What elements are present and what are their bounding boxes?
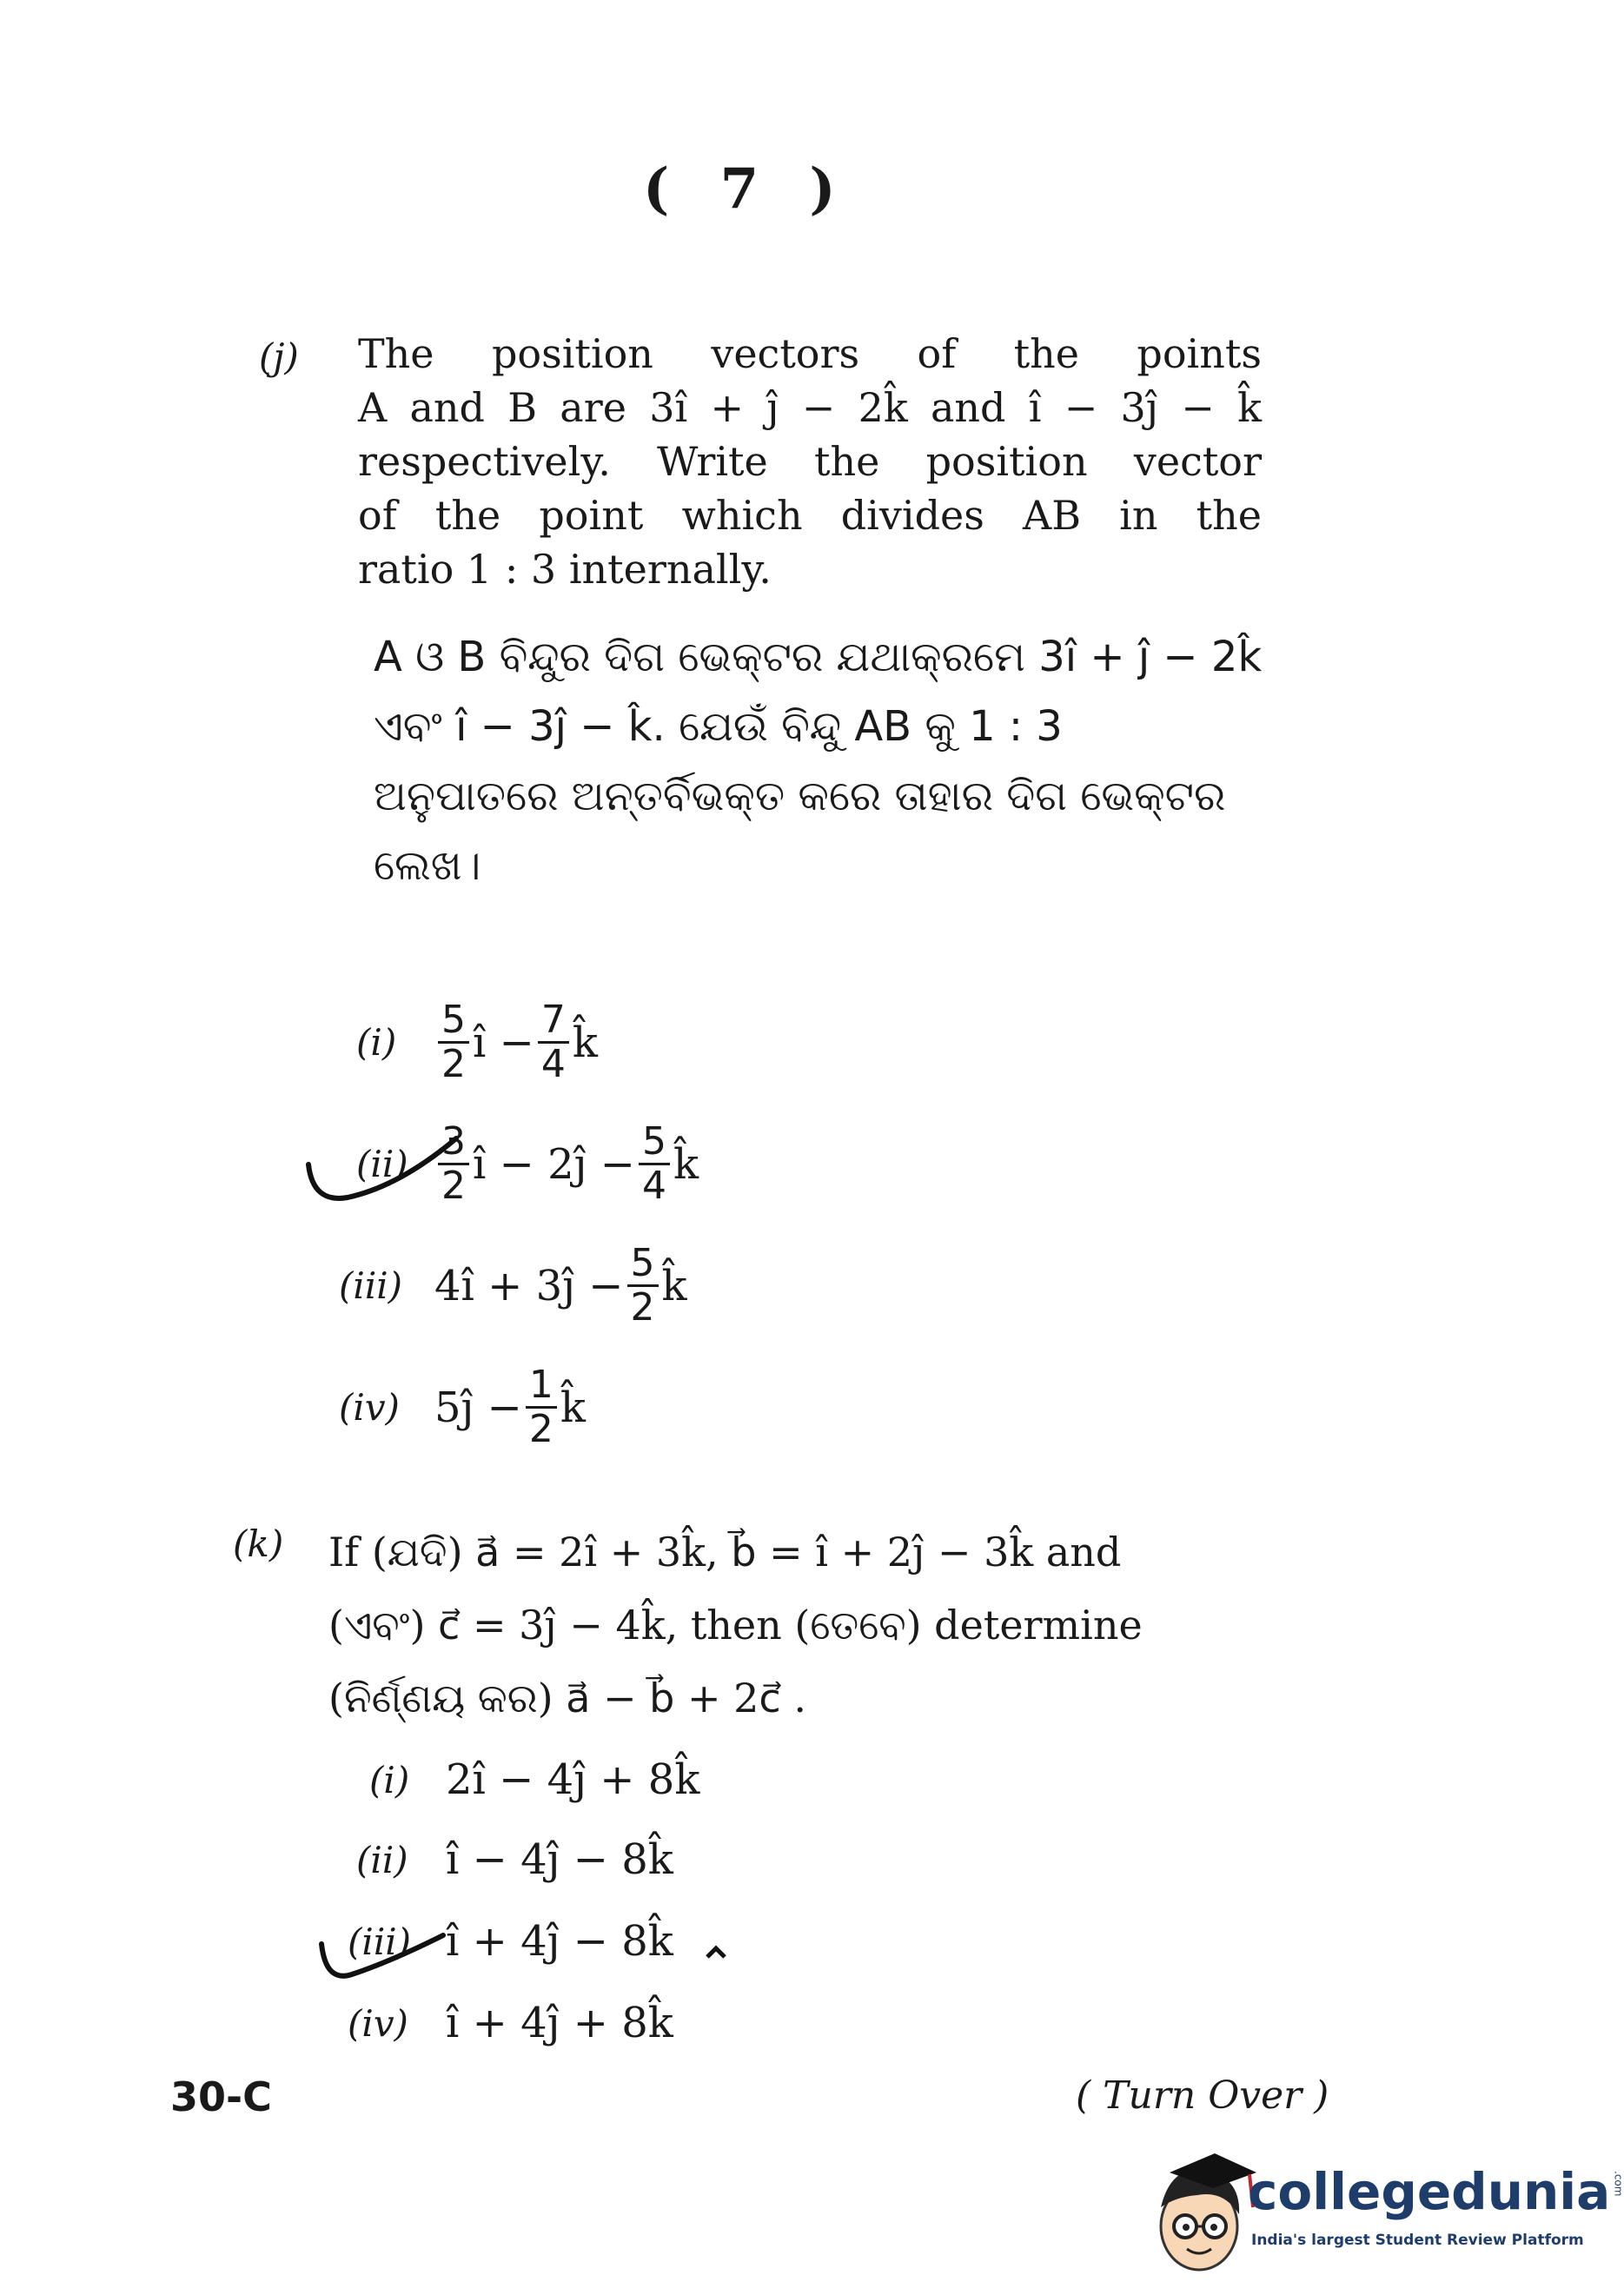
option-label: (ii) — [356, 1838, 408, 1881]
question-j-odia-line: ଲେଖ। — [374, 841, 481, 890]
question-k-option-2 — [356, 1835, 673, 1884]
option-text: k̂ — [661, 1261, 687, 1310]
question-j-english — [358, 327, 1262, 596]
pen-mark-icon — [704, 1945, 730, 1962]
watermark-tagline: India's largest Student Review Platform — [1251, 2232, 1584, 2249]
mascot-logo-icon — [1145, 2146, 1258, 2277]
option-text: î + 4ĵ − 8k̂ — [446, 1917, 673, 1966]
question-k-label: (k) — [233, 1522, 284, 1565]
page-number: ( 7 ) — [643, 156, 852, 222]
option-text: 2î − 4ĵ + 8k̂ — [446, 1755, 700, 1804]
fraction: $\frac{1}{2}$ — [526, 1364, 557, 1450]
question-j-odia-line: ଏବଂ î − 3ĵ − k̂. ଯେଉଁ ବିନ୍ଦୁ AB କୁ 1 : 3 — [374, 702, 1063, 751]
question-k-option-1 — [369, 1755, 699, 1804]
option-label: (i) — [369, 1758, 410, 1801]
fraction: $\frac{7}{4}$ — [538, 999, 569, 1085]
question-j-label: (j) — [259, 335, 299, 378]
watermark-suffix: .com — [1612, 2171, 1624, 2197]
option-text: î − 4ĵ − 8k̂ — [446, 1835, 673, 1884]
question-j-odia — [374, 622, 1269, 900]
question-j-option-3 — [339, 1243, 687, 1329]
fraction: $\frac{5}{2}$ — [438, 999, 469, 1085]
question-k-line: If (ଯଦି) a⃗ = 2î + 3k̂, b⃗ = î + 2ĵ − 3k̂ and — [328, 1529, 1122, 1576]
question-j-line: The position vectors of the points — [358, 330, 1262, 377]
question-j-odia-line: A ଓ B ବିନ୍ଦୁର ଦିଗ ଭେକ୍ଟର ଯଥାକ୍ରମେ 3î + ĵ − 2k̂ — [374, 633, 1263, 681]
watermark-brand: collegedunia — [1248, 2162, 1611, 2221]
option-text: k̂ — [673, 1139, 699, 1189]
paper-code: 30-C — [170, 2073, 272, 2120]
option-text: î − — [473, 1018, 534, 1067]
option-label: (iii) — [339, 1264, 403, 1307]
handwritten-tick-icon — [295, 1121, 469, 1225]
question-j-option-4 — [339, 1364, 586, 1450]
question-j-line: ratio 1 : 3 internally. — [358, 546, 772, 593]
question-j-option-1 — [356, 999, 598, 1085]
handwritten-tick-icon — [313, 1922, 452, 2000]
fraction: $\frac{5}{4}$ — [639, 1121, 670, 1207]
option-label: (ii) — [356, 1143, 408, 1185]
question-k-line: (ନିର୍ଣ୍ଣୟ କର) a⃗ − b⃗ + 2c⃗ . — [328, 1675, 806, 1721]
question-j-line: of the point which divides AB in the — [358, 492, 1262, 539]
question-j-line: A and B are 3î + ĵ − 2k̂ and î − 3ĵ − k̂ — [358, 384, 1262, 431]
option-label: (iv) — [348, 2001, 408, 2045]
option-text: k̂ — [560, 1383, 586, 1432]
option-text: 4î + 3ĵ − — [434, 1261, 624, 1310]
option-text: 5ĵ − — [434, 1383, 522, 1432]
option-text: k̂ — [572, 1018, 598, 1067]
question-j-line: respectively. Write the position vector — [358, 438, 1262, 485]
option-text: î − 2ĵ − — [473, 1139, 635, 1189]
option-label: (iii) — [348, 1920, 412, 1963]
option-text: î + 4ĵ + 8k̂ — [446, 1999, 673, 2047]
turn-over-note: ( Turn Over ) — [1076, 2073, 1329, 2118]
question-k-line: (ଏବଂ) c⃗ = 3ĵ − 4k̂, then (ତେବେ) determine — [328, 1602, 1143, 1648]
watermark — [1145, 2146, 1624, 2277]
fraction: $\frac{3}{2}$ — [438, 1121, 469, 1207]
question-j-odia-line: ଅନୁପାତରେ ଅନ୍ତର୍ବିଭକ୍ତ କରେ ତାହାର ଦିଗ ଭେକ୍ଟର — [374, 772, 1226, 820]
option-label: (iv) — [339, 1386, 400, 1429]
question-k-text — [328, 1516, 1249, 1735]
fraction: $\frac{5}{2}$ — [627, 1243, 659, 1329]
question-k-option-4 — [348, 1999, 673, 2047]
option-label: (i) — [356, 1021, 397, 1064]
